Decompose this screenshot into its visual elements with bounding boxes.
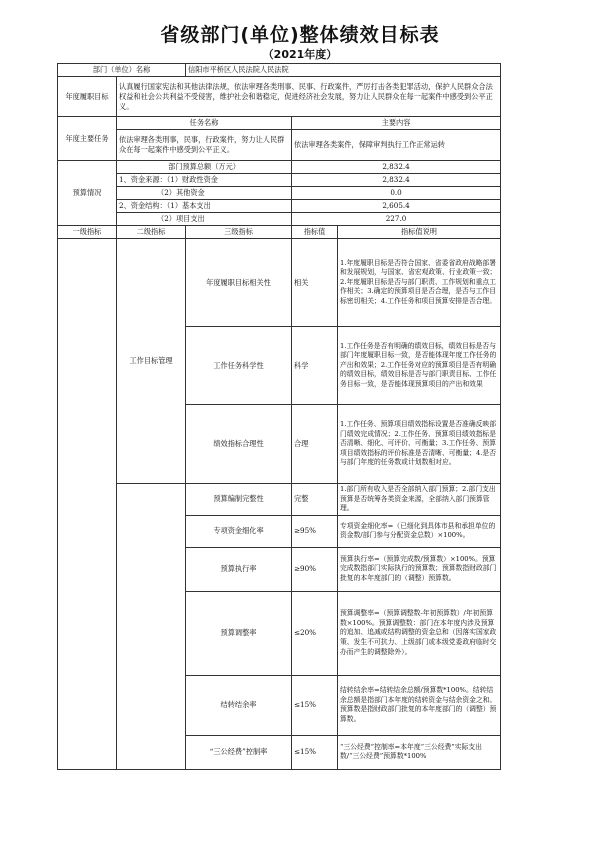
task-content: 依法审理各类案件，保障审判执行工作正常运转 [292,130,501,161]
col-value: 指标值 [292,226,338,239]
description-cell: 预算执行率=（预算完成数/预算数）×100%。预算完成数指部门实际执行的预算数；预算数指财政部门批复的本年度部门的（调整）预算数。 [338,547,501,591]
value-cell: 相关 [292,239,338,327]
description-cell: 1.部门所有收入是否全部纳入部门预算；2.部门支出预算是否统筹各类资金来源，全部纳入部门预算管理。 [338,484,501,516]
value-cell: ≤15% [292,675,338,735]
value-cell: ≤20% [292,591,338,675]
budget-total-row [58,161,501,174]
budget-other-row [58,187,501,200]
col-level1: 一级指标 [58,226,117,239]
budget-label: 预算情况 [58,161,117,226]
budget-structure-label: 2、资金结构：（1）基本支出 [117,200,292,213]
budget-source-label: 1、资金来源：（1）财政性资金 [117,174,292,187]
description-cell: 预算调整率=（预算调整数-年初预算数）/年初预算数×100%。预算调整数：部门在本年度内涉及预算的追加、追减或结构调整的资金总和（因落实国家政策、发生不可抗力、上级部门或本级党委政府临时交办而产生的调整除外）。 [338,591,501,675]
document-title: 省级部门(单位)整体绩效目标表 [160,24,440,46]
dept-value: 信阳市平桥区人民法院人民法院 [186,64,501,77]
duty-text: 认真履行国家宪法和其他法律法规，依法审理各类刑事、民事、行政案件，严厉打击各类犯罪活动，保护人民群众合法权益和社会公共利益不受侵害，维护社会和谐稳定，促进经济社会发展，努力让人民群众在每一起案件中感受到公平正义。 [117,77,501,117]
level3-cell: 绩效指标合理性 [186,405,292,484]
budget-other-value: 0.0 [292,187,501,200]
budget-structure-row [58,200,501,213]
budget-other-label: （2）其他资金 [117,187,292,200]
tasks-header-row [58,117,501,130]
description-cell: 结转结余率=结转结余总额/预算数*100%。结转结余总额是指部门本年度的结转资金与结余资金之和。预算数是指财政部门批复的本年度部门的（调整）预算数。 [338,675,501,735]
col-level3: 三级指标 [186,226,292,239]
performance-table [57,63,501,770]
document-year: （2021年度） [262,48,338,61]
description-cell: 1.工作任务是否有明确的绩效目标，绩效目标是否与部门年度履职目标一致，是否能体现年度工作任务的产出和效果；2.工作任务对应的预算项目是否有明确的绩效目标，绩效目标是否与部门职责目标、工作任务目标一致，是否能体现预算项目的产出和效果 [338,327,501,405]
level3-cell: 预算编制完整性 [186,484,292,516]
level3-cell: 预算调整率 [186,591,292,675]
budget-total-value: 2,832.4 [292,161,501,174]
description-cell: 1.年度履职目标是否符合国家、省委省政府战略部署和发展规划，与国家、省宏观政策、行业政策一致；2.年度履职目标是否与部门职责、工作规划和重点工作相关；3.确定的预算项目是否合理，是否与工作目标密切相关；4.工作任务和项目预算安排是否合理。 [338,239,501,327]
col-description: 指标值说明 [338,226,501,239]
level3-cell: 预算执行率 [186,547,292,591]
value-cell: 完整 [292,484,338,516]
duty-label: 年度履职目标 [58,77,117,117]
description-cell: “三公经费”控制率=本年度“三公经费”实际支出数/“三公经费”预算数*100% [338,735,501,769]
budget-project-value: 227.0 [292,213,501,226]
budget-project-row [58,213,501,226]
level1-cell [58,239,117,770]
task-name: 依法审理各类刑事，民事，行政案件，努力让人民群众在每一起案件中感受到公平正义。 [117,130,292,161]
table-row [58,239,501,327]
duty-row [58,77,501,117]
col-level2: 二级指标 [117,226,186,239]
table-row [58,484,501,516]
level3-cell: 年度履职目标相关性 [186,239,292,327]
level3-cell: 工作任务科学性 [186,327,292,405]
budget-source-value: 2,832.4 [292,174,501,187]
tasks-col-content: 主要内容 [292,117,501,130]
budget-source-row [58,174,501,187]
tasks-row [58,130,501,161]
value-cell: ≥95% [292,515,338,547]
description-cell: 1.工作任务、预算项目绩效指标设置是否准确反映部门绩效完成情况；2.工作任务、预算项目绩效指标是否清晰、细化、可评价、可衡量；3.工作任务、预算项目绩效指标的评价标准是否清晰、可衡量；4.是否与部门年度的任务数或计划数相对应。 [338,405,501,484]
value-cell: 合理 [292,405,338,484]
value-cell: ≥90% [292,547,338,591]
level3-cell: 结转结余率 [186,675,292,735]
description-cell: 专项资金细化率=（已细化到具体市县和承担单位的资金数/部门参与分配资金总数）×100%。 [338,515,501,547]
level3-cell: 专项资金细化率 [186,515,292,547]
budget-structure-value: 2,605.4 [292,200,501,213]
tasks-col-name: 任务名称 [117,117,292,130]
budget-total-label: 部门预算总额（万元） [117,161,292,174]
level2-cell [117,484,186,770]
tasks-label: 年度主要任务 [58,117,117,161]
value-cell: 科学 [292,327,338,405]
dept-row [58,64,501,77]
budget-project-label: （2）项目支出 [117,213,292,226]
level2-work-goal: 工作目标管理 [117,239,186,484]
indicator-header-row [58,226,501,239]
level3-cell: “三公经费”控制率 [186,735,292,769]
value-cell: ≤15% [292,735,338,769]
dept-label: 部门（单位）名称 [58,64,186,77]
